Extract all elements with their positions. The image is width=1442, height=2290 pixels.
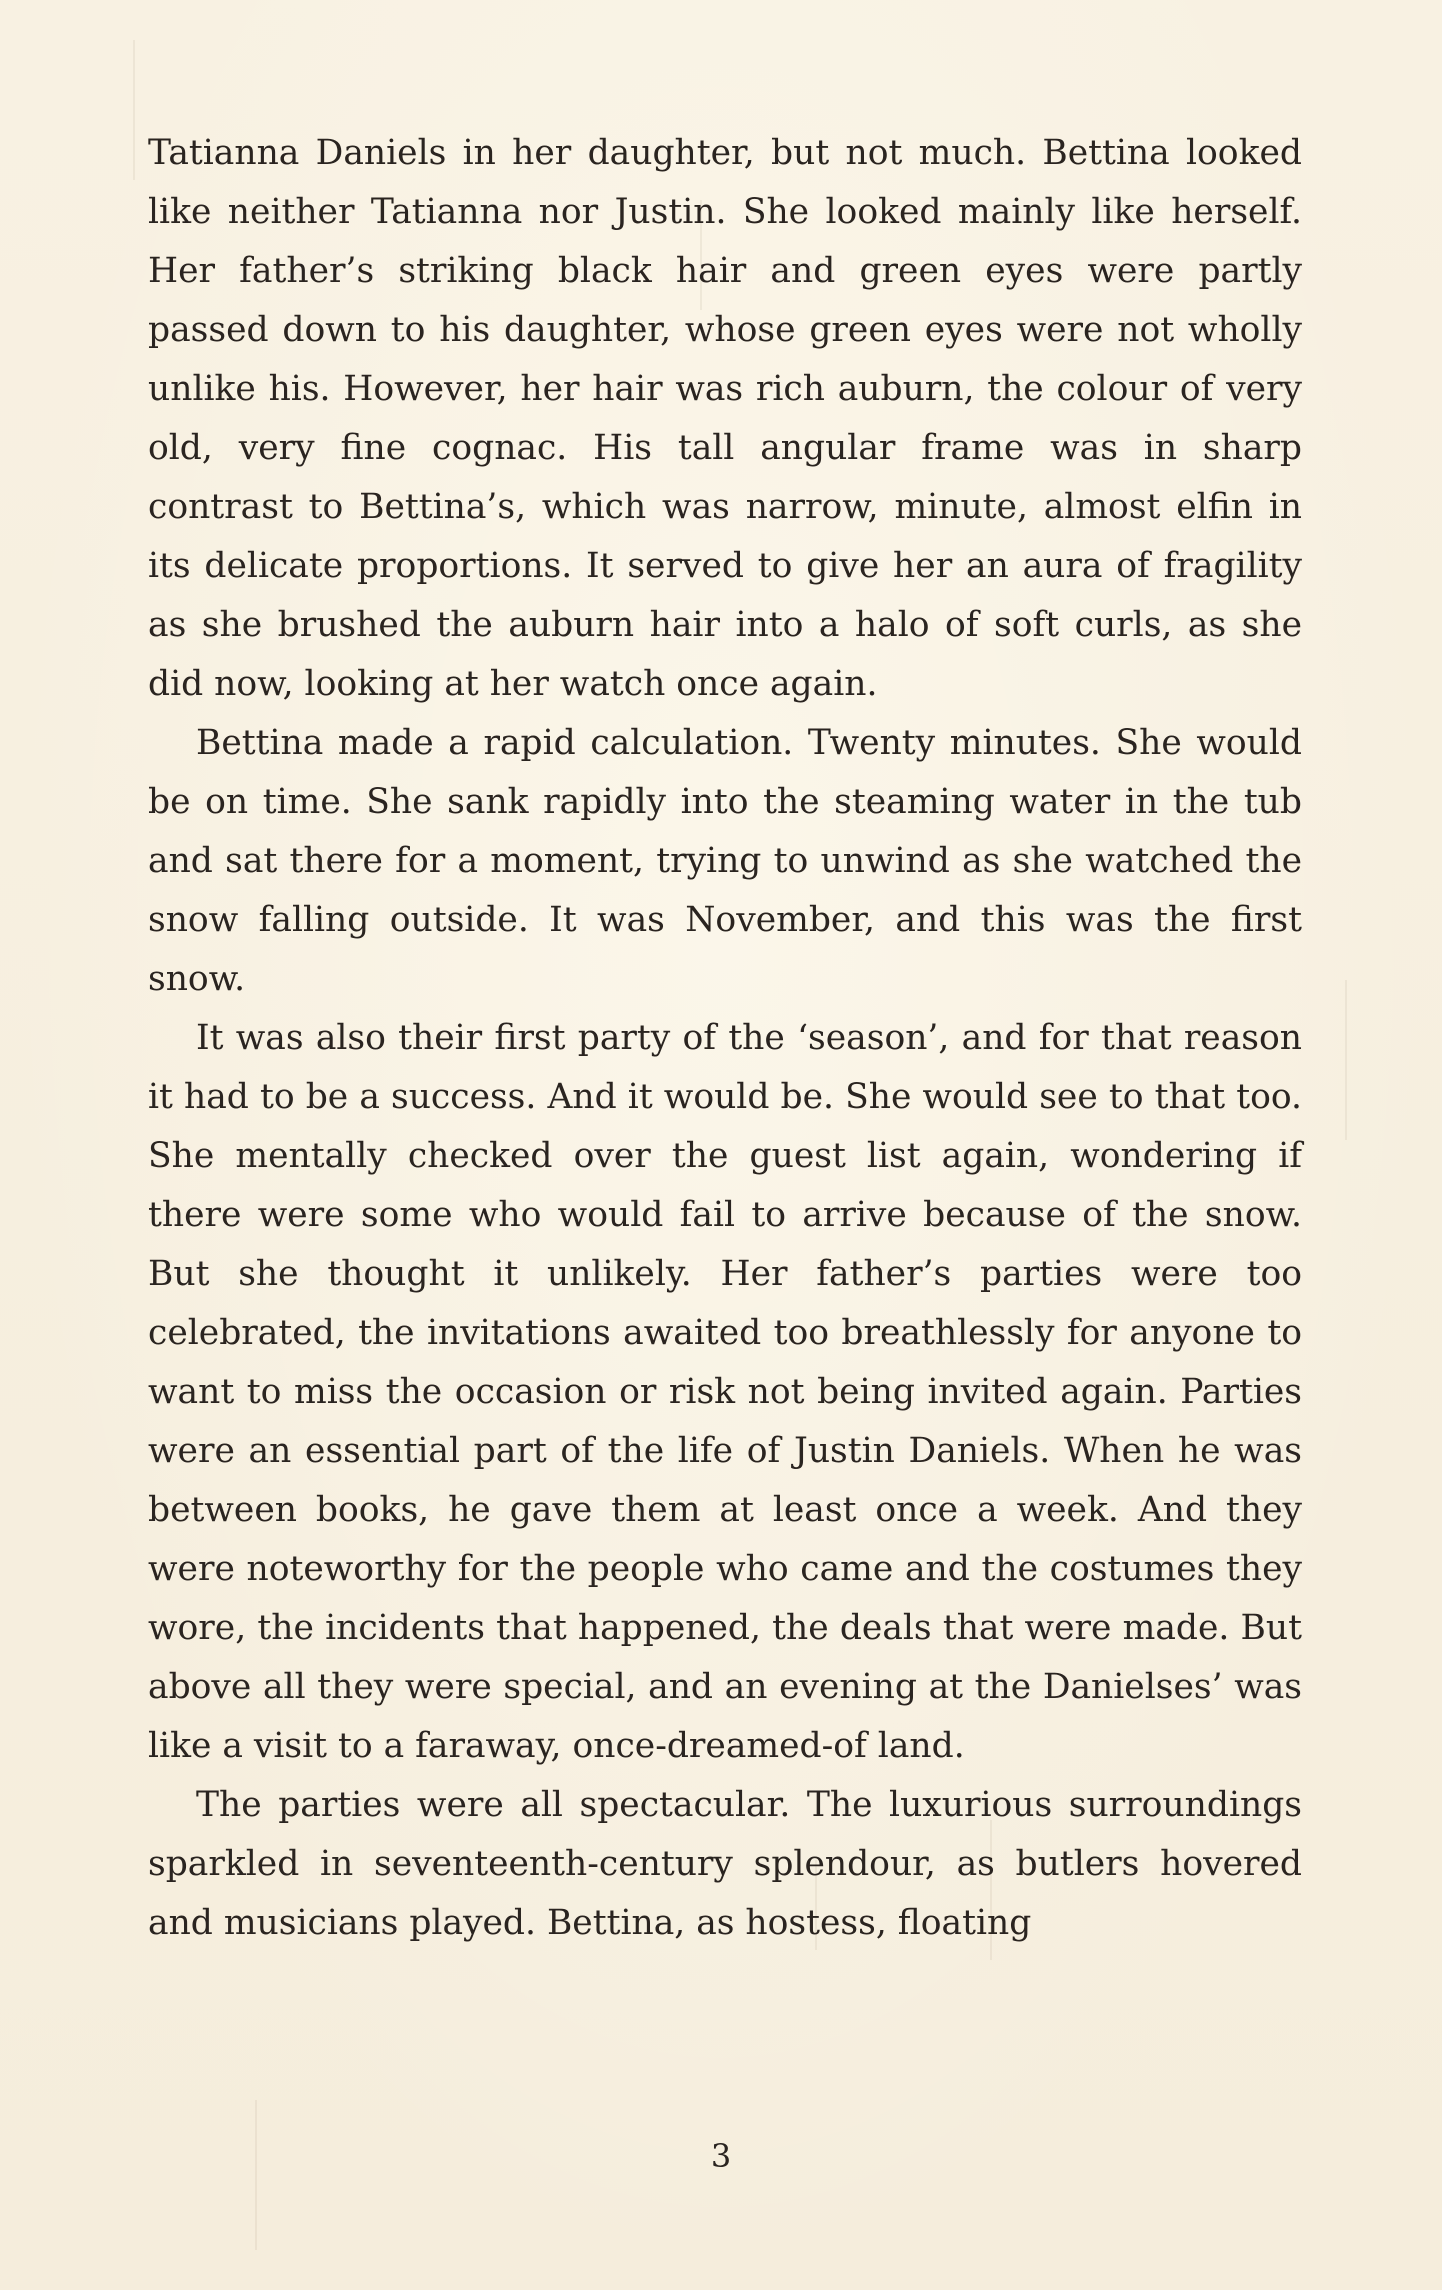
body-text <box>148 124 1302 1953</box>
paragraph-2: Bettina made a rapid calculation. Twenty minutes. She would be on time. She sank rapidly into the steaming water in the tub and sat there for a moment, trying to unwind as she watched the snow falling outside. It was November, and this was the first snow. <box>148 723 1302 999</box>
page-number: 3 <box>710 2137 732 2175</box>
paper-crease <box>1345 980 1347 1140</box>
paper-crease <box>133 40 135 180</box>
paragraph-4: The parties were all spectacular. The luxurious surroundings sparkled in seventeenth-century splendour, as butlers hovered and musicians played. Bettina, as hostess, floating <box>148 1785 1302 1943</box>
paragraph-3: It was also their first party of the ‘season’, and for that reason it had to be a success. And it would be. She would see to that too. She mentally checked over the guest list again, wondering if there were some who would fail to arrive because of the snow. But she thought it unlikely. Her father’s parties were too celebrated, the invitations awaited too breathlessly for anyone to want to miss the occasion or risk not being invited again. Parties were an essential part of the life of Justin Daniels. When he was between books, he gave them at least once a week. And they were noteworthy for the people who came and the costumes they wore, the incidents that happened, the deals that were made. But above all they were special, and an evening at the Danielses’ was like a visit to a faraway, once-dreamed-of land. <box>148 1018 1302 1766</box>
paper-crease <box>255 2100 257 2250</box>
paragraph-1: Tatianna Daniels in her daughter, but not much. Bettina looked like neither Tatianna nor Justin. She looked mainly like herself. Her father’s striking black hair and green eyes were partly passed down to his daughter, whose green eyes were not wholly unlike his. However, her hair was rich auburn, the colour of very old, very fine cognac. His tall angular frame was in sharp contrast to Bettina’s, which was narrow, minute, almost elfin in its delicate proportions. It served to give her an aura of fragility as she brushed the auburn hair into a halo of soft curls, as she did now, looking at her watch once again. <box>148 133 1302 704</box>
